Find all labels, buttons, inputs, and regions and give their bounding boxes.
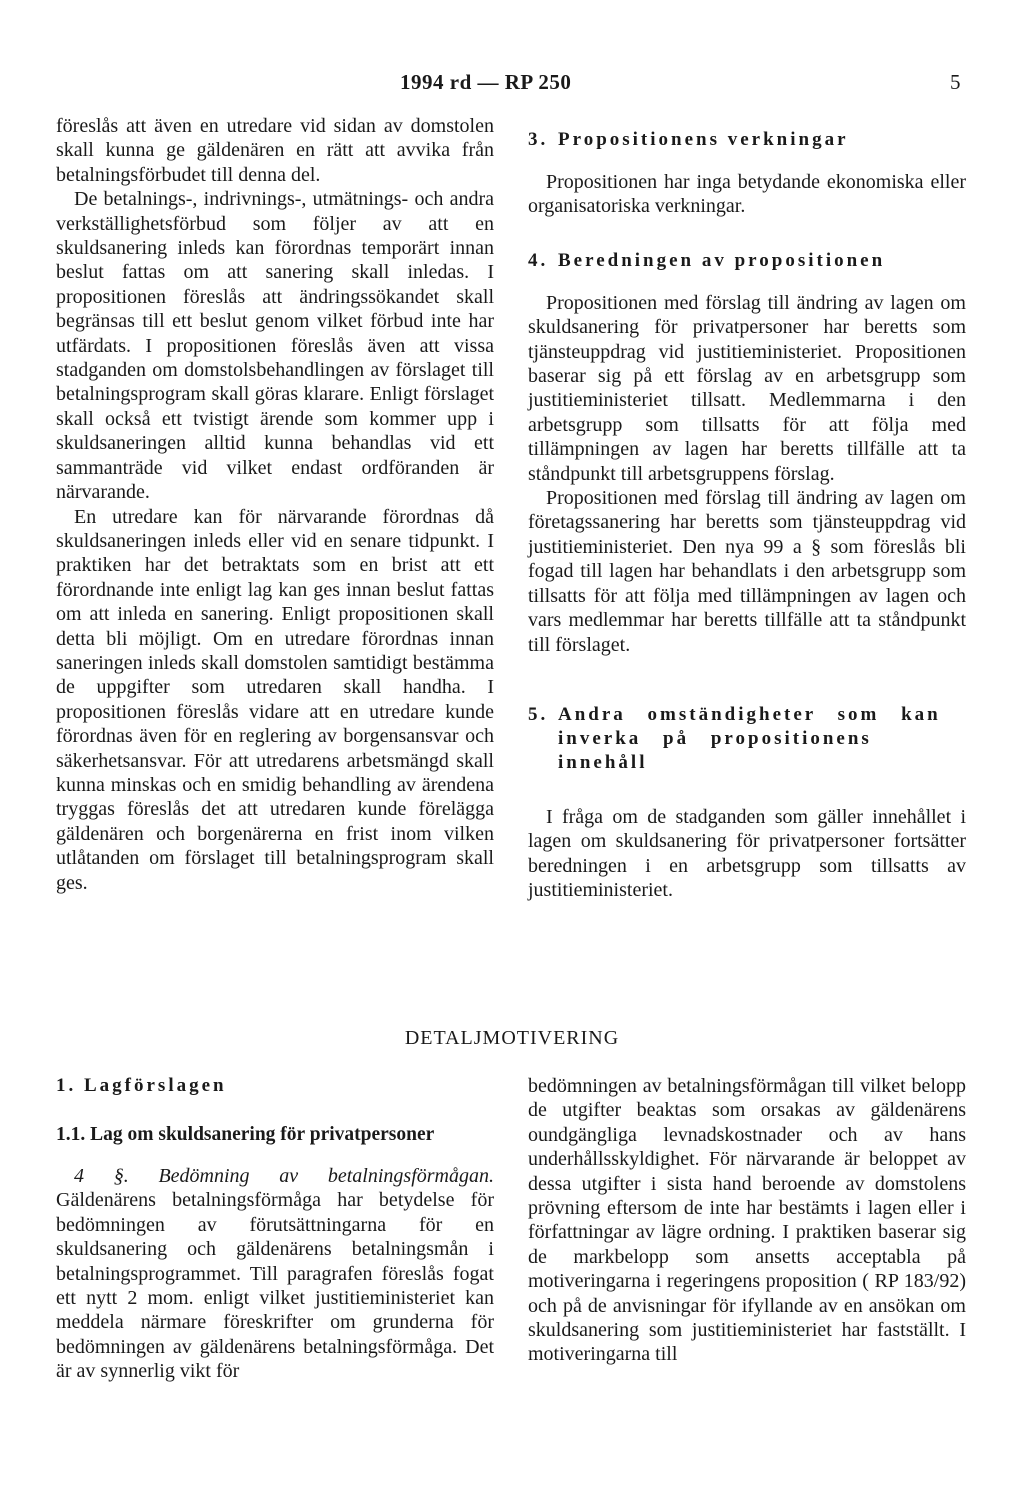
paragraph-lead: 4 §. Bedömning av betalningsförmågan. (74, 1165, 494, 1187)
paragraph: föreslås att även en utredare vid sidan av domstolen skall kunna ge gäldenären en rätt att avvika från betalningsförbudet till denna del. (56, 115, 494, 186)
paragraph: En utredare kan för närvarande förordnas då skuldsaneringen inleds eller vid en senare tidpunkt. I praktiken har det betraktats som en brist att ett förordnande inte enligt lag kan ges innan beslut fattas om att inleda en sanering. Enligt propositionen skall detta bli möjligt. Om en utredare förordnas innan saneringen inleds skall domstolen samtidigt bestämma de uppgifter som utredaren skall handha. I propositionen föreslås vidare att en utredare kunde förordnas även för en reglering av borgensansvar och säkerhetsansvar. För att utredarens arbetsmängd skall kunna minskas och en smidig behandling av ärendena tryggas föreslås det att utredaren kunde förelägga gäldenären och borgenärerna en frist inom vilken utlåtanden om förslaget till betalningsprogram skall ges. (56, 505, 494, 894)
section-title: Beredningen av propositionen (558, 249, 886, 271)
paragraph: Propositionen har inga betydande ekonomiska eller organisatoriska verkningar. (528, 171, 966, 218)
section-heading-lagforslagen: 1. Lagförslagen (56, 1075, 227, 1096)
left-column-bottom (56, 1074, 494, 1384)
section-number: 4. (528, 249, 549, 271)
paragraph: De betalnings-, indrivnings-, utmätnings- och andra verkställighetsförbud som följer av att en skuldsanering inleds kan förordnas temporärt innan beslut fattas om att sanering skall inledas. I propositionen föreslås att ändringssökandet skall begränsas till ett beslut genom vilket förbud inte har utfärdats. I propositionen föreslås även att vissa stadganden om domstolsbehandlingen av förslaget till betalningsprogram skall göras klarare. Enligt förslaget skall också ett tvistigt ärende som kommer upp i skuldsaneringen alltid kunna behandlas vid ett sammanträde vid vilket endast ordföranden är närvarande. (56, 188, 494, 504)
left-column-top (56, 114, 494, 895)
section-title: Propositionens verkningar (558, 129, 849, 150)
section-number: 5. (528, 703, 549, 725)
section-heading-4 (528, 249, 966, 273)
right-column-bottom (528, 1074, 966, 1367)
section-heading-3 (528, 128, 966, 152)
page-number: 5 (950, 70, 961, 94)
paragraph (56, 1164, 494, 1384)
paragraph: bedömningen av betalningsförmågan till vilket belopp de utgifter beaktas som orsakas av gäldenärens oundgängliga levnadskostnader och av hans underhållsskyldighet. För närvarande är beloppet av dessa utgifter i sista hand beroende av domstolens prövning eftersom de inte har bestämts i lagen eller i författningar av lägre ordning. I praktiken baserar sig de markbelopp som ansetts acceptabla på motiveringarna i regeringens proposition ( RP 183/92) och på de anvisningar för ifyllande av en ansökan om skuldsanering som justitieministeriet har fastställt. I motiveringarna till (528, 1075, 966, 1366)
right-column-top (528, 128, 966, 903)
paragraph: Propositionen med förslag till ändring av lagen om företagssanering har beretts som tjänsteuppdrag vid justitieministeriet. Den nya 99 a § som föreslås bli fogad till lagen har behandlats i den arbetsgrupp som tillsatts för att följa med tillämpningen av lagen och vars medlemmar har beretts tillfälle att ta ståndpunkt till förslaget. (528, 487, 966, 656)
subsection-heading: 1.1. Lag om skuldsanering för privatpersoner (56, 1124, 435, 1145)
paragraph: I fråga om de stadganden som gäller innehållet i lagen om skuldsanering för privatpersoner fortsätter beredningen i en arbetsgrupp som tillsatts av justitieministeriet. (528, 805, 966, 902)
section-heading-5 (528, 703, 966, 775)
header-title: 1994 rd — RP 250 (400, 70, 572, 94)
page-header (0, 70, 1024, 100)
paragraph: Propositionen med förslag till ändring av lagen om skuldsanering för privatpersoner har beretts som tjänsteuppdrag vid justitieministeriet. Propositionen baserar sig på ett förslag av en arbetsgrupp som justitieministeriet tillsatt. Medlemmarna i den arbetsgrupp som tillsatts för att följa med tillämpningen av lagen har beretts tillfälle att ta ståndpunkt till arbetsgruppens förslag. (528, 291, 966, 485)
section-heading-detaljmotivering: DETALJMOTIVERING (404, 1027, 620, 1049)
section-number: 3. (528, 129, 549, 150)
paragraph-text: Gäldenärens betalningsförmåga har betydelse för bedömningen av förutsättningarna för en skuldsanering och gäldenärens betalningsmån i betalningsprogrammet. Till paragrafen föreslås fogat ett nytt 2 mom. enligt vilket justitieministeriet kan meddela närmare föreskrifter om grunderna för bedömningen av gäldenärens betalningsförmåga. Det är av synnerlig vikt för (56, 1189, 494, 1383)
section-title: Andra omständigheter som kan inverka på propositionens innehåll (558, 703, 941, 773)
